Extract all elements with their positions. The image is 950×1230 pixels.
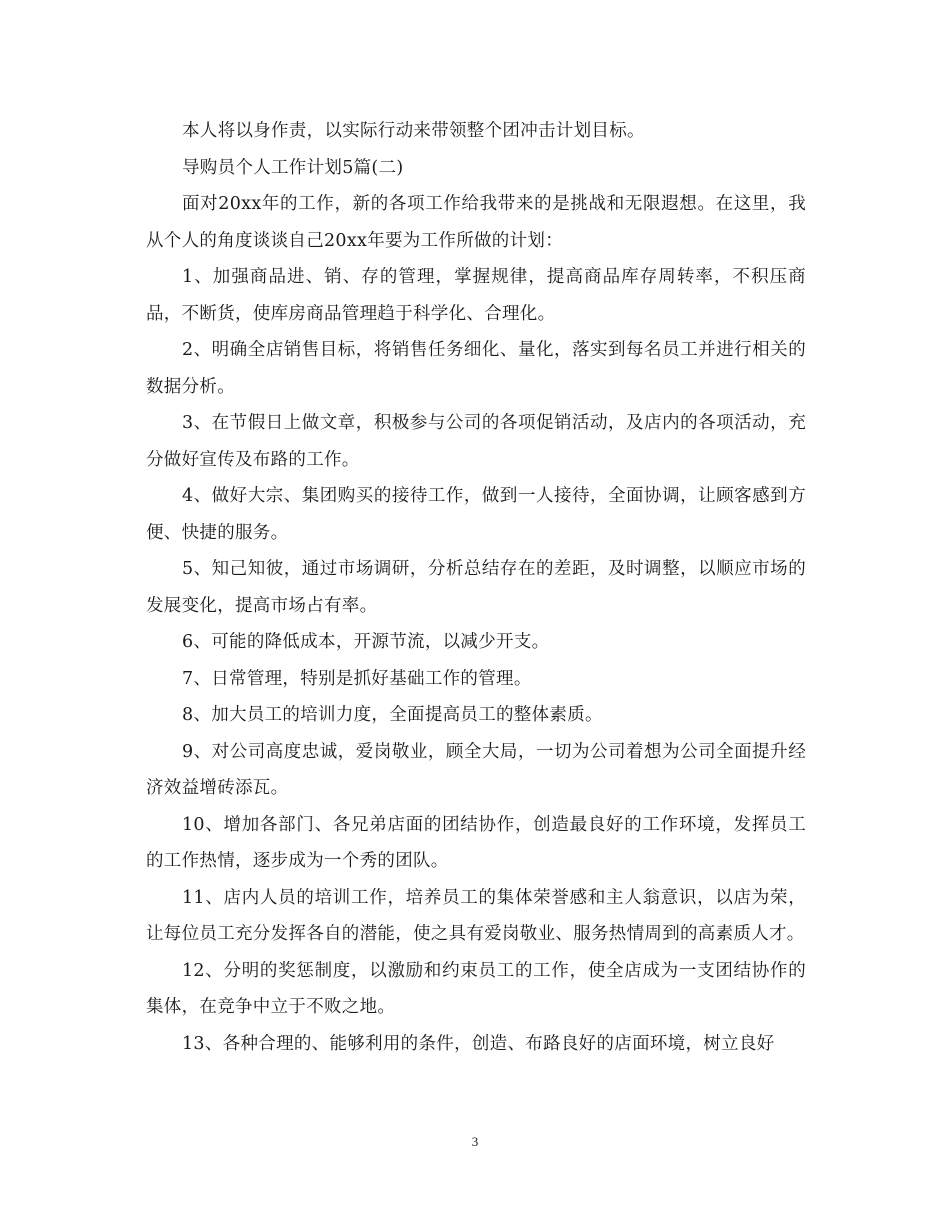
page-number: 3 xyxy=(471,1134,479,1149)
list-item-3: 3、在节假日上做文章，积极参与公司的各项促销活动，及店内的各项活动，充分做好宣传及布路的工作。 xyxy=(146,413,806,470)
section-heading: 导购员个人工作计划5篇(二) xyxy=(182,157,404,178)
list-item-4: 4、做好大宗、集团购买的接待工作，做到一人接待，全面协调，让顾客感到方便、快捷的服务。 xyxy=(146,486,806,543)
paragraph-leadership: 本人将以身作责，以实际行动来带领整个团冲击计划目标。 xyxy=(182,121,645,141)
list-item-13: 13、各种合理的、能够利用的条件，创造、布路良好的店面环境，树立良好 xyxy=(182,1033,775,1054)
list-item-7: 7、日常管理，特别是抓好基础工作的管理。 xyxy=(182,668,532,689)
list-item-11: 11、店内人员的培训工作，培养员工的集体荣誉感和主人翁意识，以店为荣，让每位员工充分发挥各自的潜能，使之具有爱岗敬业、服务热情周到的高素质人才。 xyxy=(146,887,806,944)
list-item-8: 8、加大员工的培训力度，全面提高员工的整体素质。 xyxy=(182,705,603,725)
list-item-1: 1、加强商品进、销、存的管理，掌握规律，提高商品库存周转率，不积压商品，不断货，使库房商品管理趋于科学化、合理化。 xyxy=(146,267,806,324)
list-item-6: 6、可能的降低成本，开源节流，以减少开支。 xyxy=(182,632,550,652)
paragraph-intro: 面对20xx年的工作，新的各项工作给我带来的是挑战和无限遐想。在这里，我从个人的角度谈谈自己20xx年要为工作所做的计划： xyxy=(146,194,806,251)
list-item-9: 9、对公司高度忠诚，爱岗敬业，顾全大局，一切为公司着想为公司全面提升经济效益增砖添瓦。 xyxy=(146,741,806,798)
list-item-12: 12、分明的奖惩制度，以激励和约束员工的工作，使全店成为一支团结协作的集体，在竞争中立于不败之地。 xyxy=(146,960,806,1017)
list-item-10: 10、增加各部门、各兄弟店面的团结协作，创造最良好的工作环境，发挥员工的工作热情，逐步成为一个秀的团队。 xyxy=(146,814,806,871)
document-body xyxy=(146,113,806,1062)
list-item-5: 5、知己知彼，通过市场调研，分析总结存在的差距，及时调整，以顺应市场的发展变化，提高市场占有率。 xyxy=(146,559,806,616)
list-item-2: 2、明确全店销售目标，将销售任务细化、量化，落实到每名员工并进行相关的数据分析。 xyxy=(146,340,806,397)
